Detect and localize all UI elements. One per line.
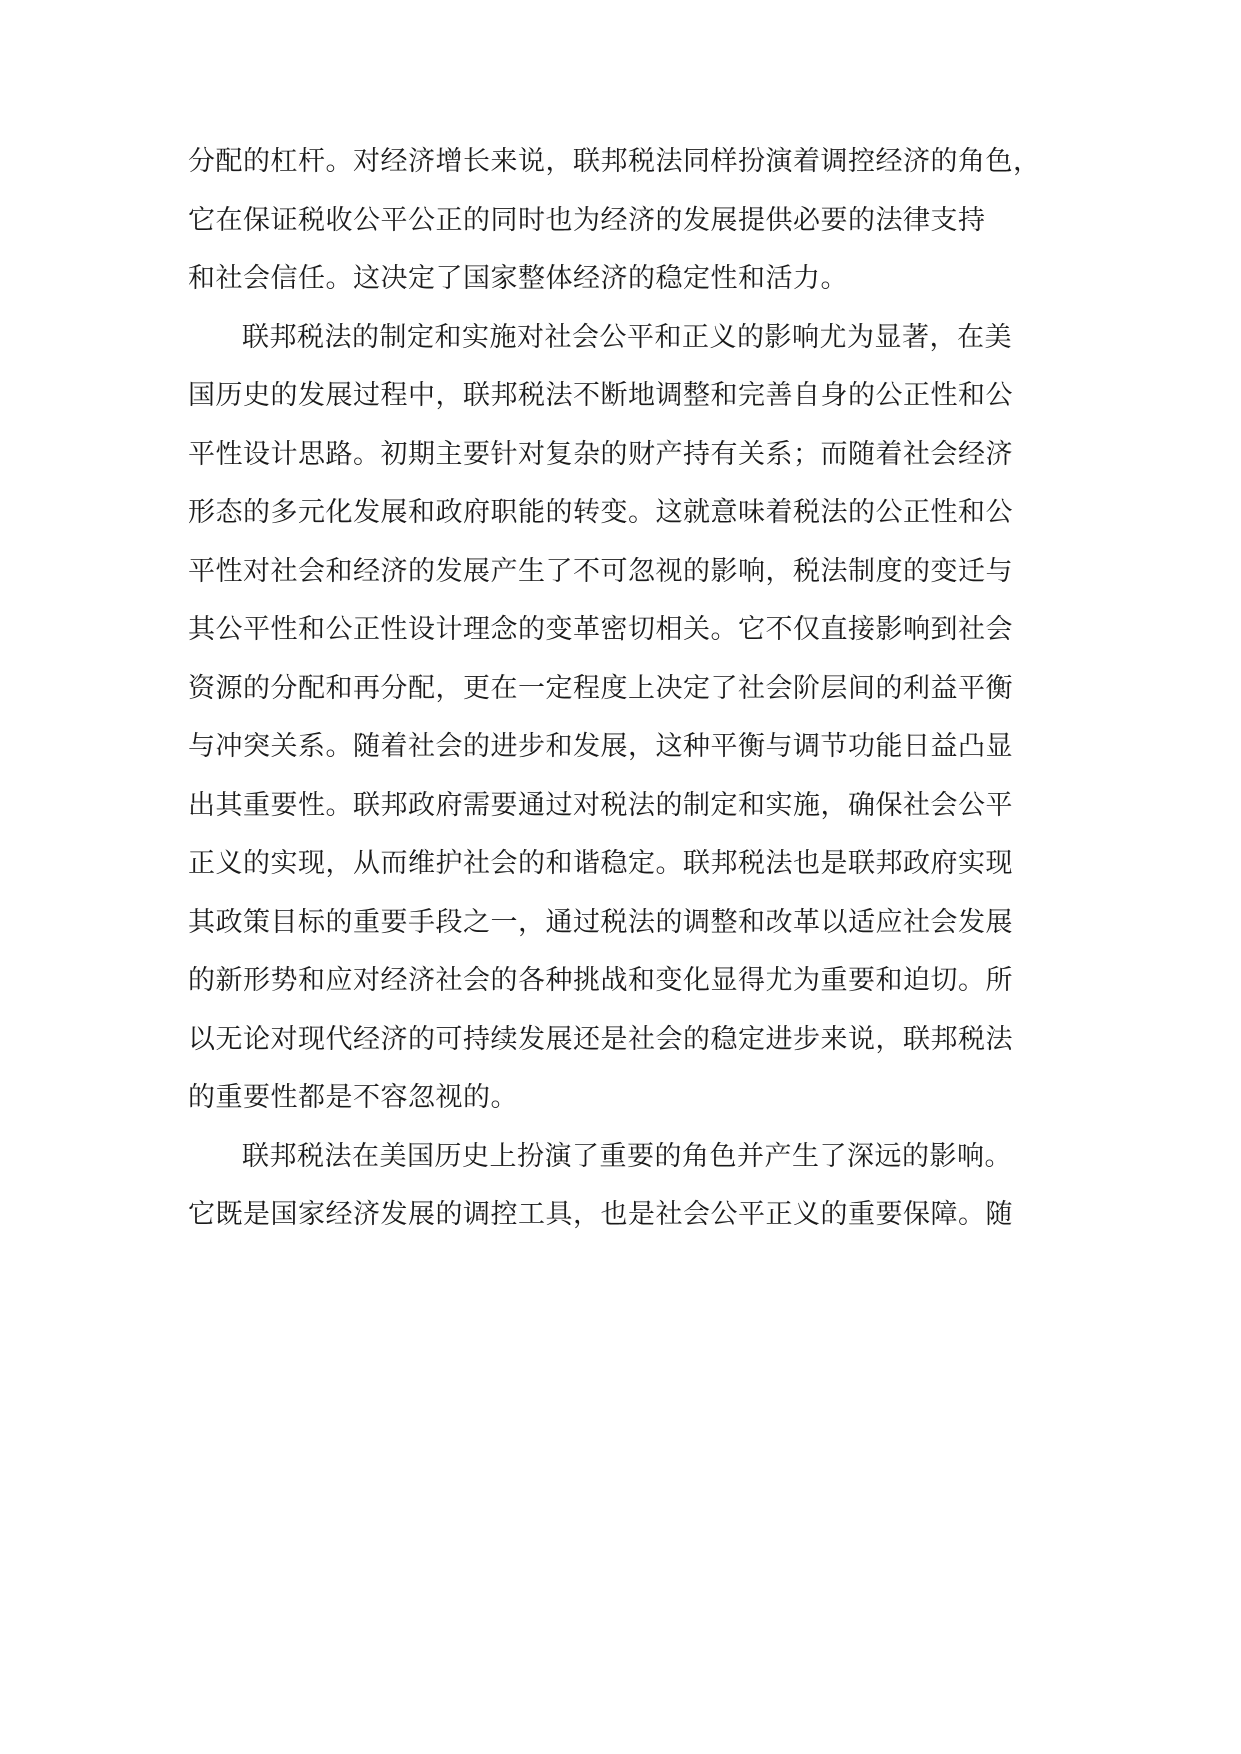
document-body [188, 133, 1058, 1245]
text-line: 的重要性都是不容忽视的。 [188, 1082, 518, 1113]
text-line: 出其重要性。联邦政府需要通过对税法的制定和实施，确保社会公平 [188, 789, 1013, 821]
text-line: 其政策目标的重要手段之一，通过税法的调整和改革以适应社会发展 [188, 906, 1013, 938]
paragraph-start-line: 联邦税法的制定和实施对社会公平和正义的影响尤为显著，在美 [242, 321, 1012, 353]
text-line: 和社会信任。这决定了国家整体经济的稳定性和活力。 [188, 263, 848, 294]
text-line: 其公平性和公正性设计理念的变革密切相关。它不仅直接影响到社会 [188, 614, 1013, 645]
paragraph-start-line: 联邦税法在美国历史上扮演了重要的角色并产生了深远的影响。 [242, 1140, 1012, 1172]
text-line: 平性设计思路。初期主要针对复杂的财产持有关系；而随着社会经济 [188, 438, 1013, 470]
text-line: 以无论对现代经济的可持续发展还是社会的稳定进步来说，联邦税法 [188, 1023, 1013, 1055]
text-line: 分配的杠杆。对经济增长来说，联邦税法同样扮演着调控经济的角色， [188, 146, 1041, 177]
text-line: 与冲突关系。随着社会的进步和发展，这种平衡与调节功能日益凸显 [188, 731, 1013, 762]
text-line: 它在保证税收公平公正的同时也为经济的发展提供必要的法律支持 [188, 204, 986, 236]
text-line: 形态的多元化发展和政府职能的转变。这就意味着税法的公正性和公 [188, 497, 1013, 528]
text-line: 它既是国家经济发展的调控工具，也是社会公平正义的重要保障。随 [188, 1199, 1013, 1230]
text-line: 国历史的发展过程中，联邦税法不断地调整和完善自身的公正性和公 [188, 380, 1013, 411]
text-line: 的新形势和应对经济社会的各种挑战和变化显得尤为重要和迫切。所 [188, 965, 1013, 996]
text-line: 正义的实现，从而维护社会的和谐稳定。联邦税法也是联邦政府实现 [188, 848, 1013, 879]
text-line: 资源的分配和再分配，更在一定程度上决定了社会阶层间的利益平衡 [188, 672, 1013, 704]
text-line: 平性对社会和经济的发展产生了不可忽视的影响，税法制度的变迁与 [188, 555, 1013, 587]
